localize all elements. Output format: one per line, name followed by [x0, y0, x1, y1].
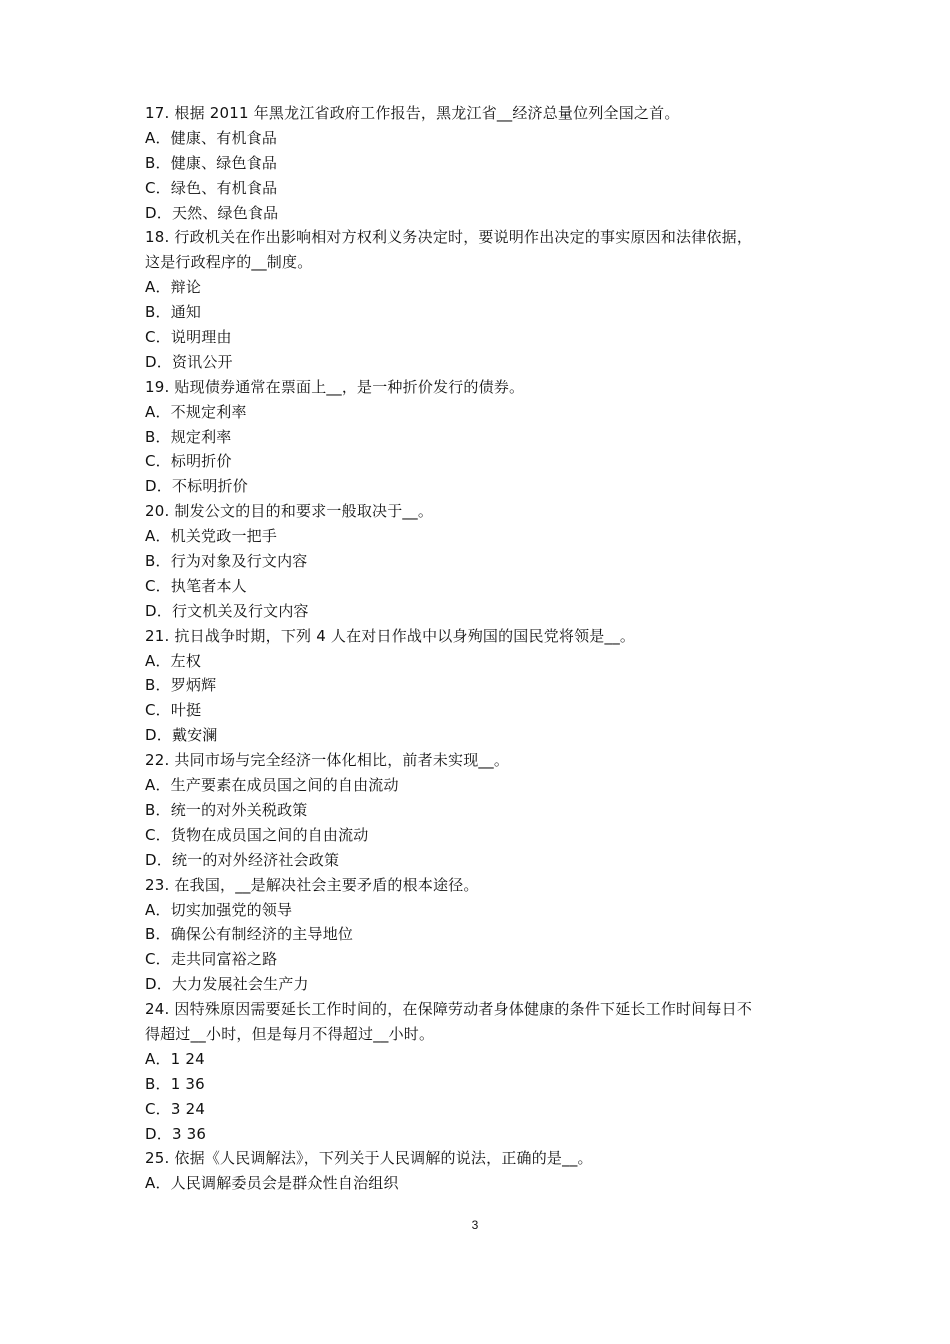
question-21-option-a: A．左权	[145, 651, 202, 670]
question-21-text: 21. 抗日战争时期，下列 4 人在对日作战中以身殉国的国民党将领是__。	[145, 626, 636, 645]
question-24-option-d: D．3 36	[145, 1124, 207, 1143]
question-21-option-d: D．戴安澜	[145, 726, 218, 745]
question-25-text: 25. 依据《人民调解法》，下列关于人民调解的说法，正确的是__。	[145, 1149, 593, 1168]
question-18-text-cont: 这是行政程序的__制度。	[145, 253, 313, 272]
question-22-option-c: C．货物在成员国之间的自由流动	[145, 825, 369, 844]
question-18-option-d: D．资讯公开	[145, 352, 233, 371]
question-18-option-b: B．通知	[145, 303, 202, 322]
question-17-text: 17. 根据 2011 年黑龙江省政府工作报告，黑龙江省__经济总量位列全国之首。	[145, 104, 680, 122]
question-24-option-c: C．3 24	[145, 1099, 206, 1118]
question-19-option-b: B．规定利率	[145, 427, 232, 446]
question-23-option-a: A．切实加强党的领导	[145, 900, 293, 919]
question-20-option-b: B．行为对象及行文内容	[145, 552, 308, 571]
question-24-text-cont: 得超过__小时，但是每月不得超过__小时。	[145, 1024, 435, 1043]
question-22-option-d: D．统一的对外经济社会政策	[145, 850, 340, 869]
question-23-option-d: D．大力发展社会生产力	[145, 975, 309, 994]
question-list	[145, 101, 810, 1196]
question-24-text: 24. 因特殊原因需要延长工作时间的，在保障劳动者身体健康的条件下延长工作时间每日不	[145, 1000, 753, 1019]
question-21-option-c: C．叶挺	[145, 701, 202, 720]
question-17-option-c: C．绿色、有机食品	[145, 178, 278, 197]
question-20-option-a: A．机关党政一把手	[145, 527, 278, 546]
question-23-text: 23. 在我国，__是解决社会主要矛盾的根本途径。	[145, 875, 479, 894]
question-24-option-a: A．1 24	[145, 1049, 205, 1068]
question-24-option-b: B．1 36	[145, 1074, 205, 1093]
question-18-text: 18. 行政机关在作出影响相对方权利义务决定时，要说明作出决定的事实原因和法律依据，	[145, 228, 753, 247]
question-22-option-a: A．生产要素在成员国之间的自由流动	[145, 776, 399, 795]
question-20-option-d: D．行文机关及行文内容	[145, 601, 309, 620]
question-19-option-c: C．标明折价	[145, 452, 232, 471]
question-23-option-b: B．确保公有制经济的主导地位	[145, 925, 354, 944]
page-number: 3	[471, 1218, 479, 1232]
question-17-option-b: B．健康、绿色食品	[145, 153, 278, 172]
question-20-option-c: C．执笔者本人	[145, 576, 247, 595]
question-22-text: 22. 共同市场与完全经济一体化相比，前者未实现__。	[145, 751, 510, 770]
question-20-text: 20. 制发公文的目的和要求一般取决于__。	[145, 502, 434, 521]
question-21-option-b: B．罗炳辉	[145, 676, 217, 695]
question-18-option-c: C．说明理由	[145, 328, 232, 347]
question-19-option-d: D．不标明折价	[145, 477, 248, 496]
question-25-option-a: A．人民调解委员会是群众性自治组织	[145, 1174, 399, 1193]
question-17-option-a: A．健康、有机食品	[145, 128, 278, 147]
question-22-option-b: B．统一的对外关税政策	[145, 800, 308, 819]
question-19-text: 19. 贴现债券通常在票面上__，是一种折价发行的债券。	[145, 377, 525, 396]
question-18-option-a: A．辩论	[145, 278, 202, 297]
question-19-option-a: A．不规定利率	[145, 402, 247, 421]
question-23-option-c: C．走共同富裕之路	[145, 950, 278, 969]
question-17-option-d: D．天然、绿色食品	[145, 203, 279, 222]
